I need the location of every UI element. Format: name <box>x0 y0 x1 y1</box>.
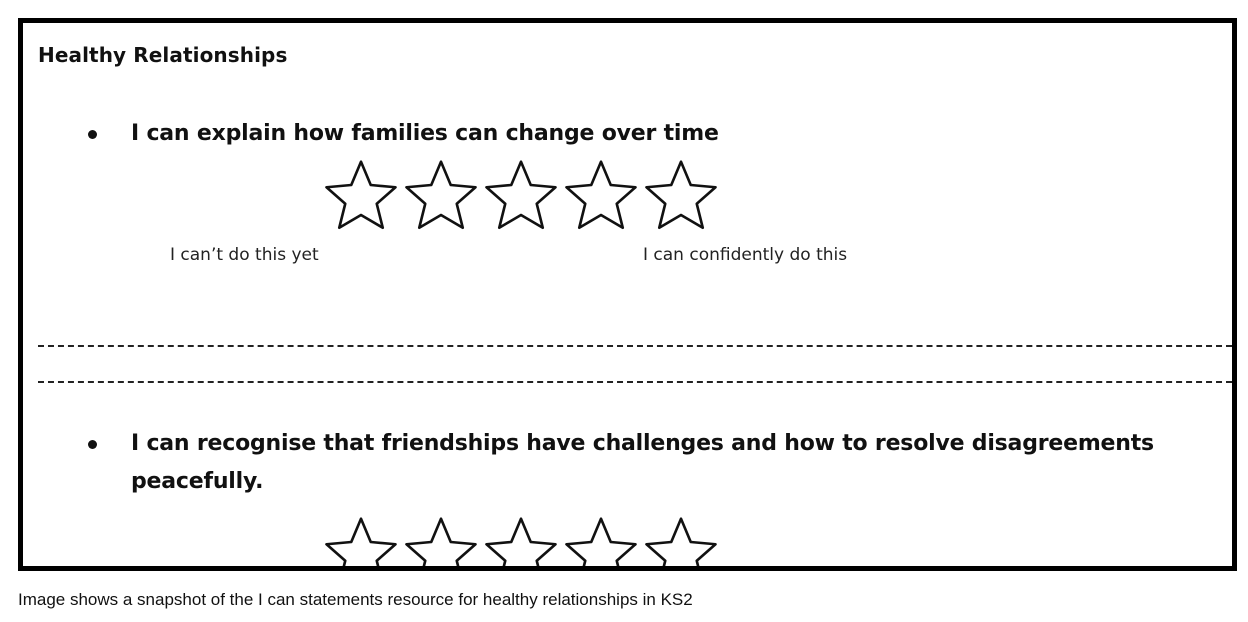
star-outline-icon <box>403 158 479 230</box>
writing-line <box>38 345 1232 347</box>
rating-low-label: I can’t do this yet <box>170 245 319 265</box>
image-caption: Image shows a snapshot of the I can statements resource for healthy relationships in KS2 <box>18 590 693 609</box>
star-outline-icon <box>483 515 559 571</box>
bullet-icon <box>88 440 97 449</box>
worksheet-snapshot <box>18 18 1237 571</box>
star-outline-icon <box>403 515 479 571</box>
star-outline-icon <box>563 515 639 571</box>
statement-2-line-1: I can recognise that friendships have challenges and how to resolve disagreements <box>131 431 1154 456</box>
star-rating-2 <box>323 515 719 571</box>
statement-2-line-2: peacefully. <box>131 469 264 494</box>
bullet-icon <box>88 130 97 139</box>
star-outline-icon <box>323 515 399 571</box>
writing-line <box>38 381 1232 383</box>
star-outline-icon <box>483 158 559 230</box>
star-outline-icon <box>643 158 719 230</box>
star-outline-icon <box>643 515 719 571</box>
worksheet-title: Healthy Relationships <box>38 43 288 67</box>
star-outline-icon <box>563 158 639 230</box>
star-rating-1 <box>323 158 719 230</box>
rating-high-label: I can confidently do this <box>643 245 848 265</box>
statement-1: I can explain how families can change over time <box>131 121 719 146</box>
star-outline-icon <box>323 158 399 230</box>
